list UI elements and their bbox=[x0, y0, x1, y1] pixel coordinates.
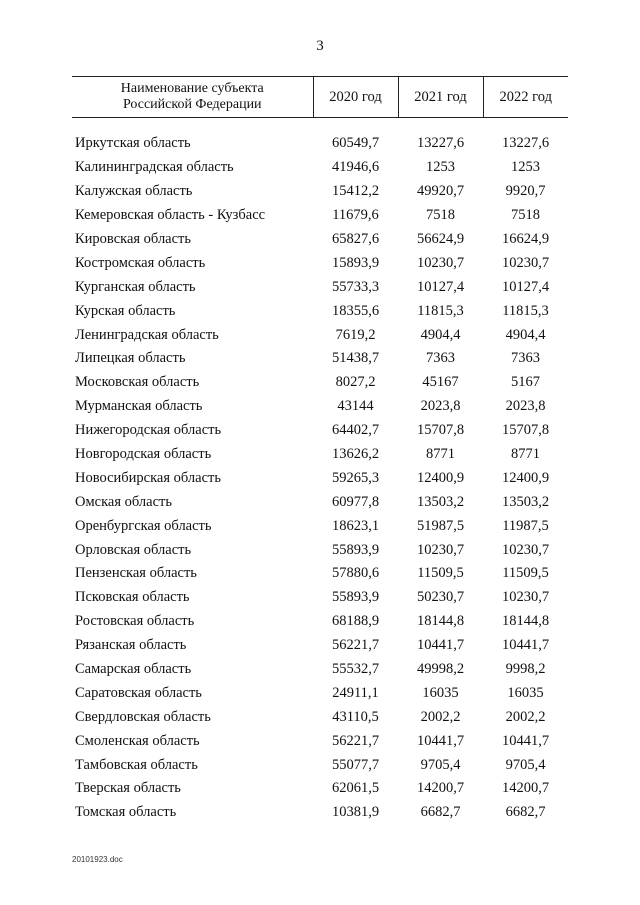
value-2022-cell: 11815,3 bbox=[502, 302, 549, 319]
header-region-name bbox=[72, 77, 313, 118]
value-2022-cell: 5167 bbox=[511, 374, 540, 391]
value-2021-cell: 9705,4 bbox=[420, 756, 461, 773]
region-name-cell: Томская область bbox=[75, 804, 177, 821]
table-row bbox=[72, 275, 568, 299]
value-2020-cell: 18355,6 bbox=[331, 302, 380, 319]
value-2021-cell: 49920,7 bbox=[416, 183, 465, 200]
value-2020-cell: 51438,7 bbox=[331, 350, 380, 367]
value-2021-cell: 11815,3 bbox=[417, 302, 464, 319]
value-2021-cell: 13227,6 bbox=[416, 135, 465, 152]
value-2021-cell: 2002,2 bbox=[420, 708, 461, 725]
value-2021-cell: 12400,9 bbox=[416, 469, 465, 486]
value-2022-cell: 7363 bbox=[511, 350, 540, 367]
region-name-cell: Ленинградская область bbox=[75, 326, 219, 343]
table-row bbox=[72, 180, 568, 204]
region-name-cell: Новосибирская область bbox=[75, 469, 221, 486]
value-2022-cell: 10230,7 bbox=[501, 589, 550, 606]
value-2020-cell: 43144 bbox=[337, 398, 374, 415]
region-name-cell: Саратовская область bbox=[75, 684, 202, 701]
value-2021-cell: 7518 bbox=[426, 207, 455, 224]
value-2021-cell: 8771 bbox=[426, 446, 455, 463]
table-row bbox=[72, 419, 568, 443]
region-name-cell: Ростовская область bbox=[75, 613, 195, 630]
value-2020-cell: 56221,7 bbox=[331, 637, 380, 654]
table-row bbox=[72, 753, 568, 777]
value-2021-cell: 2023,8 bbox=[420, 398, 461, 415]
table-row bbox=[72, 562, 568, 586]
table-row bbox=[72, 443, 568, 467]
value-2020-cell: 8027,2 bbox=[335, 374, 376, 391]
value-2021-cell: 10230,7 bbox=[416, 254, 465, 271]
value-2020-cell: 65827,6 bbox=[331, 231, 380, 247]
value-2021-cell: 1253 bbox=[426, 159, 455, 176]
value-2021-cell: 13503,2 bbox=[416, 493, 465, 510]
region-name-cell: Кировская область bbox=[75, 231, 192, 247]
region-name-cell: Омская область bbox=[75, 493, 172, 510]
table-row bbox=[72, 658, 568, 682]
region-name-cell: Калужская область bbox=[75, 183, 193, 200]
table-row bbox=[72, 466, 568, 490]
value-2022-cell: 10441,7 bbox=[501, 637, 550, 654]
region-name-cell: Костромская область bbox=[75, 254, 206, 271]
table-row bbox=[72, 610, 568, 634]
value-2021-cell: 6682,7 bbox=[420, 804, 461, 821]
value-2020-cell: 13626,2 bbox=[331, 446, 380, 463]
value-2021-cell: 11509,5 bbox=[417, 565, 464, 582]
region-name-cell: Мурманская область bbox=[75, 398, 203, 415]
value-2020-cell: 60977,8 bbox=[331, 493, 380, 510]
value-2022-cell: 8771 bbox=[511, 446, 540, 463]
value-2020-cell: 41946,6 bbox=[331, 159, 380, 176]
region-name-cell: Тамбовская область bbox=[75, 756, 198, 773]
value-2020-cell: 55893,9 bbox=[331, 589, 380, 606]
region-name-cell: Оренбургская область bbox=[75, 517, 212, 534]
value-2021-cell: 15707,8 bbox=[416, 422, 465, 439]
table-row bbox=[72, 801, 568, 825]
region-name-cell: Липецкая область bbox=[75, 350, 186, 367]
table-row bbox=[72, 538, 568, 562]
region-name-cell: Кемеровская область - Кузбасс bbox=[75, 207, 266, 224]
value-2020-cell: 68188,9 bbox=[331, 613, 380, 630]
value-2020-cell: 15893,9 bbox=[331, 254, 380, 271]
value-2022-cell: 18144,8 bbox=[501, 613, 550, 630]
table-row bbox=[72, 204, 568, 228]
value-2021-cell: 56624,9 bbox=[416, 231, 465, 247]
region-name-cell: Орловская область bbox=[75, 541, 192, 558]
value-2022-cell: 13503,2 bbox=[501, 493, 550, 510]
value-2022-cell: 15707,8 bbox=[501, 422, 550, 439]
value-2022-cell: 9998,2 bbox=[505, 661, 546, 678]
value-2022-cell: 10127,4 bbox=[501, 278, 550, 295]
value-2020-cell: 55733,3 bbox=[331, 278, 380, 295]
value-2020-cell: 55077,7 bbox=[331, 756, 380, 773]
value-2022-cell: 14200,7 bbox=[501, 780, 550, 797]
value-2020-cell: 7619,2 bbox=[335, 326, 376, 343]
table-body bbox=[72, 118, 568, 825]
value-2021-cell: 14200,7 bbox=[416, 780, 465, 797]
value-2022-cell: 2002,2 bbox=[505, 708, 546, 725]
header-year-2022: 2022 год bbox=[483, 77, 568, 118]
region-name-cell: Рязанская область bbox=[75, 637, 187, 654]
value-2022-cell: 11509,5 bbox=[502, 565, 549, 582]
value-2022-cell: 9920,7 bbox=[505, 183, 546, 200]
value-2021-cell: 10441,7 bbox=[416, 732, 465, 749]
region-name-cell: Пензенская область bbox=[75, 565, 197, 582]
region-name-cell: Свердловская область bbox=[75, 708, 211, 725]
value-2020-cell: 24911,1 bbox=[332, 684, 379, 701]
region-name-cell: Псковская область bbox=[75, 589, 190, 606]
header-region-name-line2: Российской Федерации bbox=[122, 97, 262, 112]
table-row bbox=[72, 777, 568, 801]
value-2022-cell: 12400,9 bbox=[501, 469, 550, 486]
region-name-cell: Калининградская область bbox=[75, 159, 234, 176]
value-2020-cell: 64402,7 bbox=[331, 422, 380, 439]
region-name-cell: Смоленская область bbox=[75, 732, 200, 749]
value-2020-cell: 18623,1 bbox=[331, 517, 380, 534]
value-2022-cell: 16624,9 bbox=[501, 231, 550, 247]
value-2021-cell: 16035 bbox=[422, 684, 459, 701]
value-2022-cell: 4904,4 bbox=[505, 326, 546, 343]
value-2020-cell: 11679,6 bbox=[332, 207, 379, 224]
value-2021-cell: 7363 bbox=[426, 350, 455, 367]
value-2022-cell: 10441,7 bbox=[501, 732, 550, 749]
region-name-cell: Иркутская область bbox=[75, 135, 191, 152]
page-number: 3 bbox=[316, 38, 324, 54]
value-2022-cell: 7518 bbox=[511, 207, 540, 224]
value-2022-cell: 2023,8 bbox=[505, 398, 546, 415]
table-row bbox=[72, 228, 568, 252]
value-2020-cell: 55532,7 bbox=[331, 661, 380, 678]
value-2021-cell: 50230,7 bbox=[416, 589, 465, 606]
value-2021-cell: 51987,5 bbox=[416, 517, 465, 534]
table-row bbox=[72, 156, 568, 180]
subsidy-table bbox=[72, 76, 568, 825]
value-2020-cell: 43110,5 bbox=[332, 708, 379, 725]
table-row bbox=[72, 251, 568, 275]
value-2021-cell: 10230,7 bbox=[416, 541, 465, 558]
value-2021-cell: 18144,8 bbox=[416, 613, 465, 630]
table-row bbox=[72, 729, 568, 753]
table-row bbox=[72, 514, 568, 538]
region-name-cell: Самарская область bbox=[75, 661, 192, 678]
value-2020-cell: 60549,7 bbox=[331, 135, 380, 152]
value-2022-cell: 1253 bbox=[511, 159, 540, 176]
region-name-cell: Курская область bbox=[75, 302, 176, 319]
table-header-row bbox=[72, 77, 568, 118]
header-year-2020: 2020 год bbox=[313, 77, 398, 118]
value-2022-cell: 6682,7 bbox=[505, 804, 546, 821]
value-2020-cell: 57880,6 bbox=[331, 565, 380, 582]
value-2020-cell: 15412,2 bbox=[331, 183, 380, 200]
value-2021-cell: 10127,4 bbox=[416, 278, 465, 295]
table-row bbox=[72, 490, 568, 514]
value-2020-cell: 55893,9 bbox=[331, 541, 380, 558]
region-name-cell: Курганская область bbox=[75, 278, 196, 295]
table-row bbox=[72, 132, 568, 156]
value-2022-cell: 13227,6 bbox=[501, 135, 550, 152]
value-2021-cell: 10441,7 bbox=[416, 637, 465, 654]
footer-file-code: 20101923.doc bbox=[72, 855, 123, 864]
region-name-cell: Московская область bbox=[75, 374, 200, 391]
value-2021-cell: 49998,2 bbox=[416, 661, 465, 678]
region-name-cell: Нижегородская область bbox=[75, 422, 222, 439]
table-row bbox=[72, 586, 568, 610]
value-2021-cell: 4904,4 bbox=[420, 326, 461, 343]
table-row bbox=[72, 681, 568, 705]
region-name-cell: Новгородская область bbox=[75, 446, 212, 463]
value-2022-cell: 11987,5 bbox=[502, 517, 549, 534]
header-region-name-line1: Наименование субъекта bbox=[120, 81, 264, 96]
value-2020-cell: 10381,9 bbox=[331, 804, 380, 821]
table-row bbox=[72, 299, 568, 323]
table-row bbox=[72, 395, 568, 419]
header-year-2021: 2021 год bbox=[398, 77, 483, 118]
value-2020-cell: 62061,5 bbox=[331, 780, 380, 797]
value-2022-cell: 10230,7 bbox=[501, 541, 550, 558]
value-2021-cell: 45167 bbox=[422, 374, 459, 391]
value-2020-cell: 56221,7 bbox=[331, 732, 380, 749]
table-row bbox=[72, 705, 568, 729]
value-2022-cell: 16035 bbox=[507, 684, 544, 701]
value-2020-cell: 59265,3 bbox=[331, 469, 380, 486]
table-row bbox=[72, 323, 568, 347]
value-2022-cell: 10230,7 bbox=[501, 254, 550, 271]
value-2022-cell: 9705,4 bbox=[505, 756, 546, 773]
table-row bbox=[72, 634, 568, 658]
table-row bbox=[72, 347, 568, 371]
region-name-cell: Тверская область bbox=[75, 780, 181, 797]
table-row bbox=[72, 371, 568, 395]
